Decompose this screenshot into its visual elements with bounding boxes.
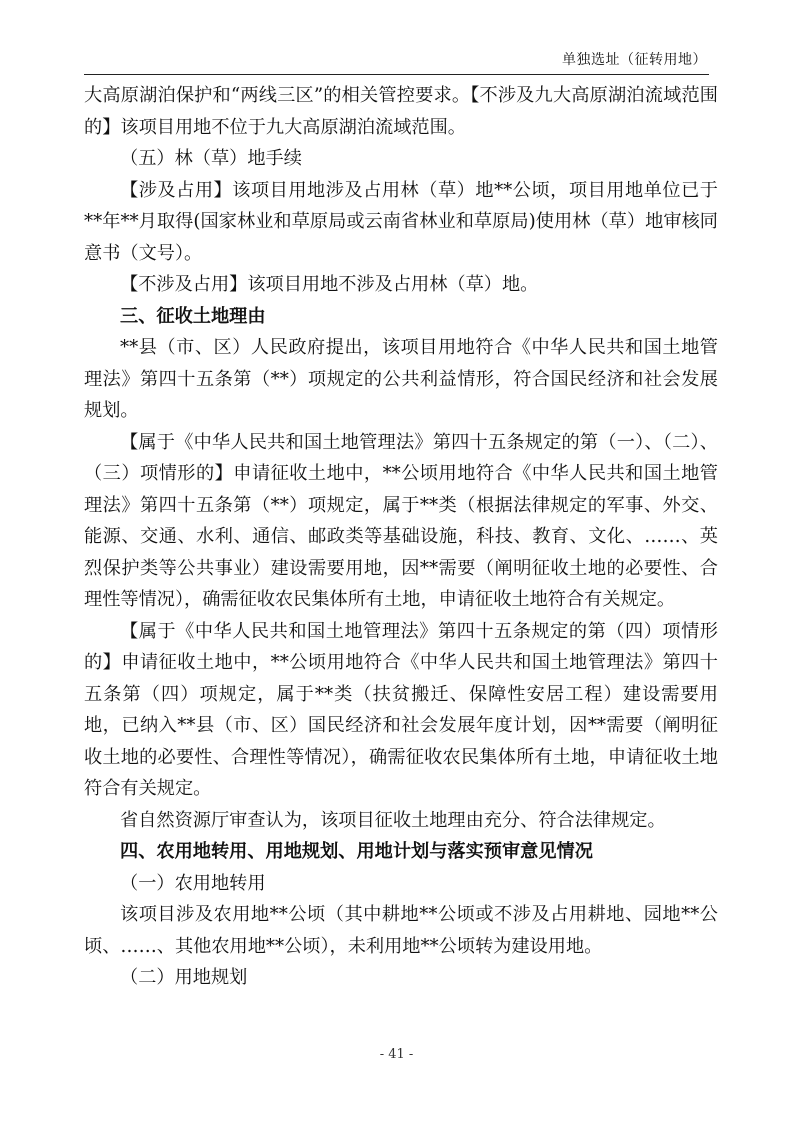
section-heading: 三、征收土地理由 [120, 305, 266, 327]
header-title: 单独选址（征转用地） [562, 52, 707, 68]
paragraph: （五）林（草）地手续 [120, 148, 302, 169]
page-header [84, 44, 709, 75]
paragraph: （一）农用地转用 [120, 872, 266, 894]
paragraph: 【涉及占用】该项目用地涉及占用林（草）地**公顷，项目用地单位已于**年**月取得(国家林业和草原局或云南省林业和草原局)使用林（草）地审核同意书（文号）。 [84, 179, 718, 264]
paragraph: 该项目涉及农用地**公顷（其中耕地**公顷或不涉及占用耕地、园地**公顷、……、其他农用地**公顷），未利用地**公顷转为建设用地。 [84, 904, 718, 957]
document-body [84, 80, 718, 994]
paragraph: 【属于《中华人民共和国土地管理法》第四十五条规定的第（四）项情形的】申请征收土地中，**公顷用地符合《中华人民共和国土地管理法》第四十五条第（四）项规定，属于**类（扶贫搬迁、保障性安居工程）建设需要用地，已纳入**县（市、区）国民经济和社会发展年度计划，因**需要（阐明征收土地的必要性、合理性等情况），确需征收农民集体所有土地，申请征收土地符合有关规定。 [84, 620, 718, 799]
paragraph: 省自然资源厅审查认为，该项目征收土地理由充分、符合法律规定。 [120, 809, 666, 831]
paragraph: 【不涉及占用】该项目用地不涉及占用林（草）地。 [120, 274, 539, 295]
paragraph: 大高原湖泊保护和“两线三区”的相关管控要求。【不涉及九大高原湖泊流域范围的】该项目用地不位于九大高原湖泊流域范围。 [84, 85, 718, 138]
paragraph: **县（市、区）人民政府提出，该项目用地符合《中华人民共和国土地管理法》第四十五条第（**）项规定的公共利益情形，符合国民经济和社会发展规划。 [84, 337, 718, 421]
paragraph: （二）用地规划 [120, 967, 248, 988]
section-heading: 四、农用地转用、用地规划、用地计划与落实预审意见情况 [120, 841, 593, 862]
paragraph: 【属于《中华人民共和国土地管理法》第四十五条规定的第（一）、（二）、（三）项情形的】申请征收土地中，**公顷用地符合《中华人民共和国土地管理法》第四十五条第（**）项规定，属于**类（根据法律规定的军事、外交、能源、交通、水利、通信、邮政类等基础设施，科技、教育、文化、……、英烈保护类等公共事业）建设需要用地，因**需要（阐明征收土地的必要性、合理性等情况），确需征收农民集体所有土地，申请征收土地符合有关规定。 [84, 431, 718, 610]
page-number: - 41 - [379, 1047, 414, 1062]
